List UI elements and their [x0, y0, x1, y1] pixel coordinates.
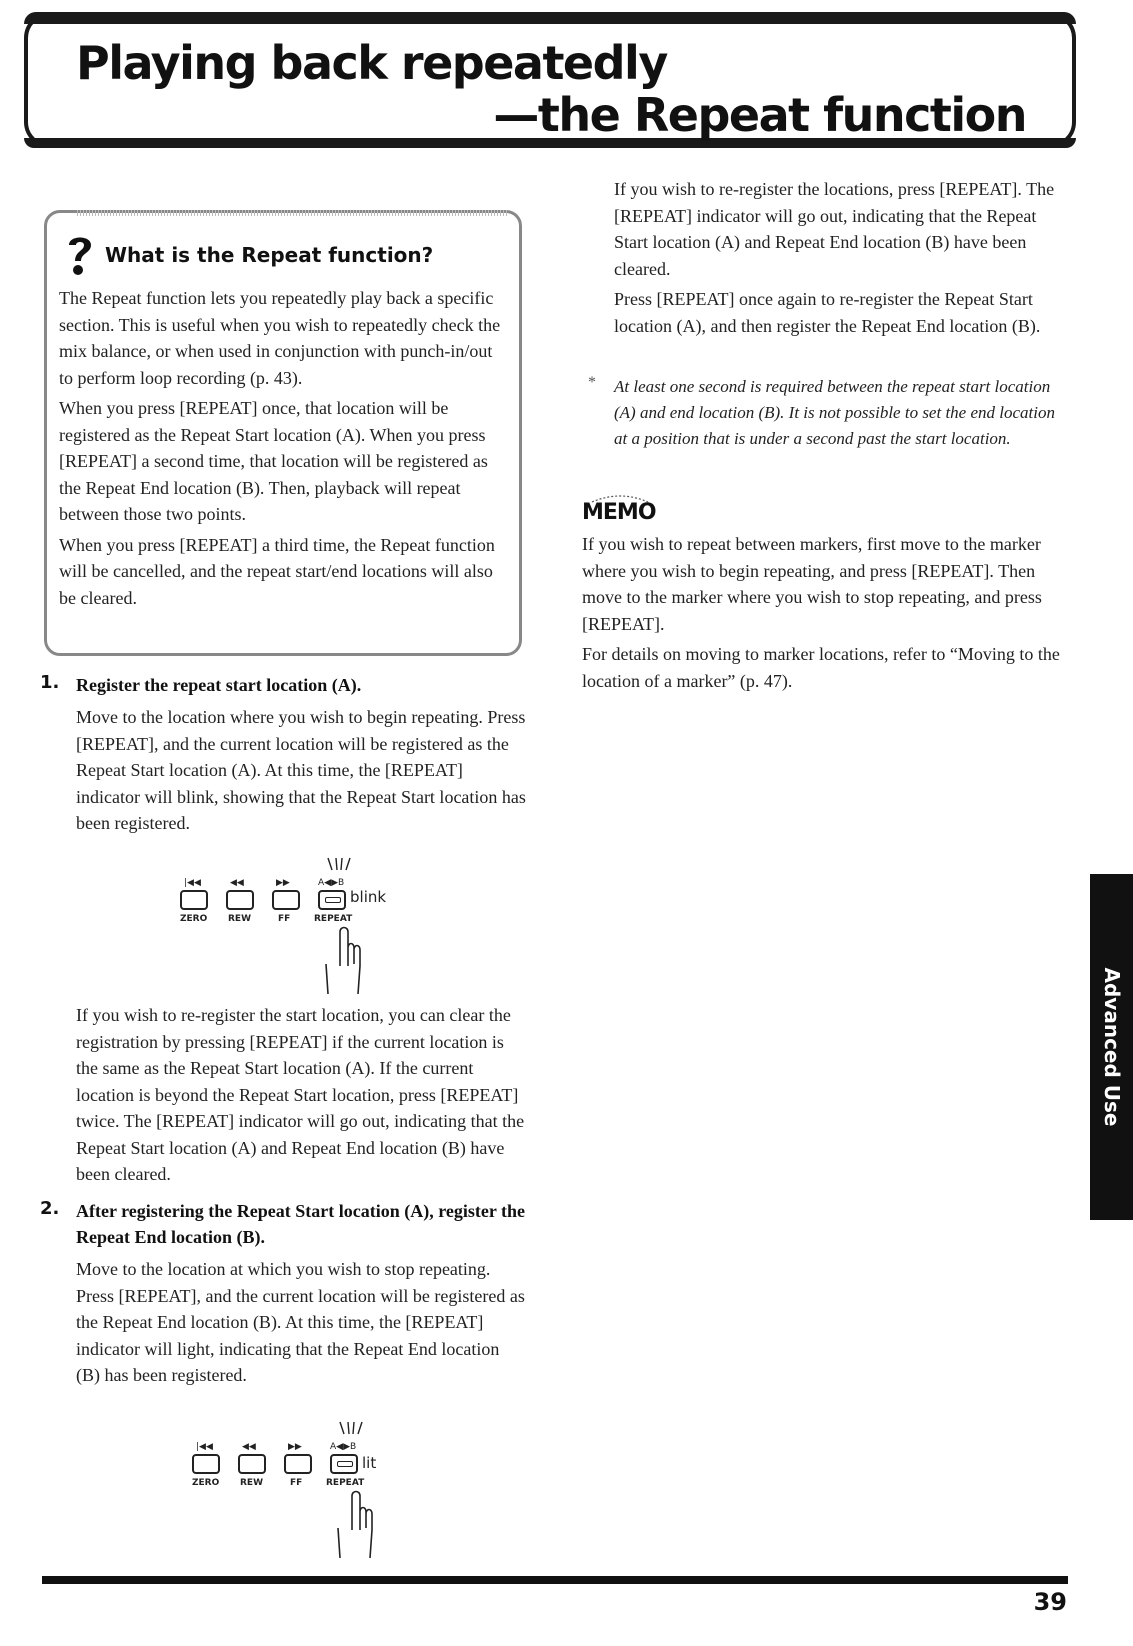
ff-symbol: ▶▶	[288, 1442, 302, 1452]
page-title-line1: Playing back repeatedly	[76, 36, 667, 90]
step-body: Move to the location at which you wish to stop repeating. Press [REPEAT], and the current location will be registered as the Repeat End location (B). At this time, the [REPEAT] indicator will light, indicating that the Repeat End location (B) has been registered.	[76, 1259, 525, 1385]
section-side-tab	[1090, 874, 1133, 1220]
ff-button[interactable]	[272, 890, 300, 910]
memo-block	[582, 500, 1068, 698]
side-tab-label: Advanced Use	[1099, 967, 1124, 1127]
step-title: Register the repeat start location (A).	[76, 675, 362, 695]
step-after-text: If you wish to re-register the start location, you can clear the registration by pressing [REPEAT] if the current location is the same as the Repeat Start location (A). If the current location is beyond the Repeat Start location, press [REPEAT] twice. The [REPEAT] indicator will go out, indicating that the Repeat Start location (A) and Repeat End location (B) have been cleared.	[76, 1005, 525, 1184]
info-box	[44, 210, 522, 656]
rew-button[interactable]	[238, 1454, 266, 1474]
step-2	[40, 1198, 526, 1393]
right-column-top	[614, 176, 1068, 343]
pressing-finger-icon	[330, 1490, 380, 1560]
zero-symbol: |◀◀	[196, 1442, 213, 1452]
blink-rays-icon	[318, 854, 358, 874]
memo-label: MEMO	[582, 500, 656, 525]
info-box-heading: What is the Repeat function?	[105, 243, 434, 267]
repeat-symbol: A◀▶B	[318, 878, 345, 888]
step-1	[40, 672, 526, 841]
title-top-bar	[24, 12, 1076, 24]
footer-rule	[42, 1576, 1068, 1584]
reregister-paragraph: If you wish to re-register the locations, press [REPEAT]. The [REPEAT] indicator will go out, indicating that the Repeat Start location (A) and Repeat End location (B) have been cleared.	[614, 179, 1055, 279]
zero-label: ZERO	[192, 1478, 220, 1488]
zero-label: ZERO	[180, 914, 208, 924]
repeat-symbol: A◀▶B	[330, 1442, 357, 1452]
page-title-line2: —the Repeat function	[493, 88, 1026, 142]
repeat-label: REPEAT	[326, 1478, 365, 1488]
step-number: 2.	[40, 1198, 60, 1219]
button-panel-lit	[192, 1418, 422, 1558]
title-frame	[24, 12, 1076, 148]
rew-symbol: ◀◀	[242, 1442, 256, 1452]
memo-dots-icon	[590, 494, 650, 504]
repeat-indicator	[325, 897, 341, 903]
zero-symbol: |◀◀	[184, 878, 201, 888]
reregister-paragraph-2: Press [REPEAT] once again to re-register the Repeat Start location (A), and then register the Repeat End location (B).	[614, 289, 1041, 336]
info-paragraph: When you press [REPEAT] a third time, the Repeat function will be cancelled, and the repeat start/end locations will also be cleared.	[59, 534, 495, 608]
indicator-state: lit	[362, 1454, 377, 1472]
pressing-finger-icon	[318, 926, 368, 996]
ff-label: FF	[290, 1478, 303, 1488]
rew-label: REW	[240, 1478, 264, 1488]
note-asterisk: *	[588, 374, 596, 391]
lit-rays-icon	[330, 1418, 370, 1438]
repeat-button[interactable]	[318, 890, 346, 910]
repeat-button[interactable]	[330, 1454, 358, 1474]
step-number: 1.	[40, 672, 60, 693]
indicator-state: blink	[350, 888, 387, 906]
question-mark-icon	[65, 233, 95, 277]
ff-label: FF	[278, 914, 291, 924]
repeat-label: REPEAT	[314, 914, 353, 924]
rew-button[interactable]	[226, 890, 254, 910]
page-number: 39	[1033, 1588, 1067, 1616]
note-block	[588, 374, 1068, 456]
zero-button[interactable]	[180, 890, 208, 910]
repeat-indicator	[337, 1461, 353, 1467]
info-box-dotted-border	[77, 210, 509, 216]
step-title: After registering the Repeat Start location (A), register the Repeat End location (B).	[76, 1201, 526, 1247]
memo-paragraph-2: For details on moving to marker locations, refer to “Moving to the location of a marker” (p. 47).	[582, 644, 1060, 691]
rew-label: REW	[228, 914, 252, 924]
ff-button[interactable]	[284, 1454, 312, 1474]
step-1-followup	[40, 1002, 526, 1192]
note-text: At least one second is required between the repeat start location (A) and end location (B). It is not possible to set the end location at a position that is under a second past the start location.	[614, 377, 1055, 448]
zero-button[interactable]	[192, 1454, 220, 1474]
ff-symbol: ▶▶	[276, 878, 290, 888]
info-paragraph: When you press [REPEAT] once, that location will be registered as the Repeat Start location (A). When you press [REPEAT] a second time, that location will be registered as the Repeat End location (B). Then, playback will repeat between those two points.	[59, 398, 488, 524]
info-paragraph: The Repeat function lets you repeatedly play back a specific section. This is useful when you wish to repeatedly check the mix balance, or when used in conjunction with punch-in/out to perform loop recording (p. 43).	[59, 288, 501, 388]
memo-paragraph: If you wish to repeat between markers, first move to the marker where you wish to begin repeating, and press [REPEAT]. Then move to the marker where you wish to stop repeating, and press [REPEAT].	[582, 534, 1042, 634]
step-body: Move to the location where you wish to begin repeating. Press [REPEAT], and the current location will be registered as the Repeat Start location (A). At this time, the [REPEAT] indicator will blink, showing that the Repeat Start location has been registered.	[76, 707, 526, 833]
rew-symbol: ◀◀	[230, 878, 244, 888]
button-panel-blink	[180, 854, 410, 994]
